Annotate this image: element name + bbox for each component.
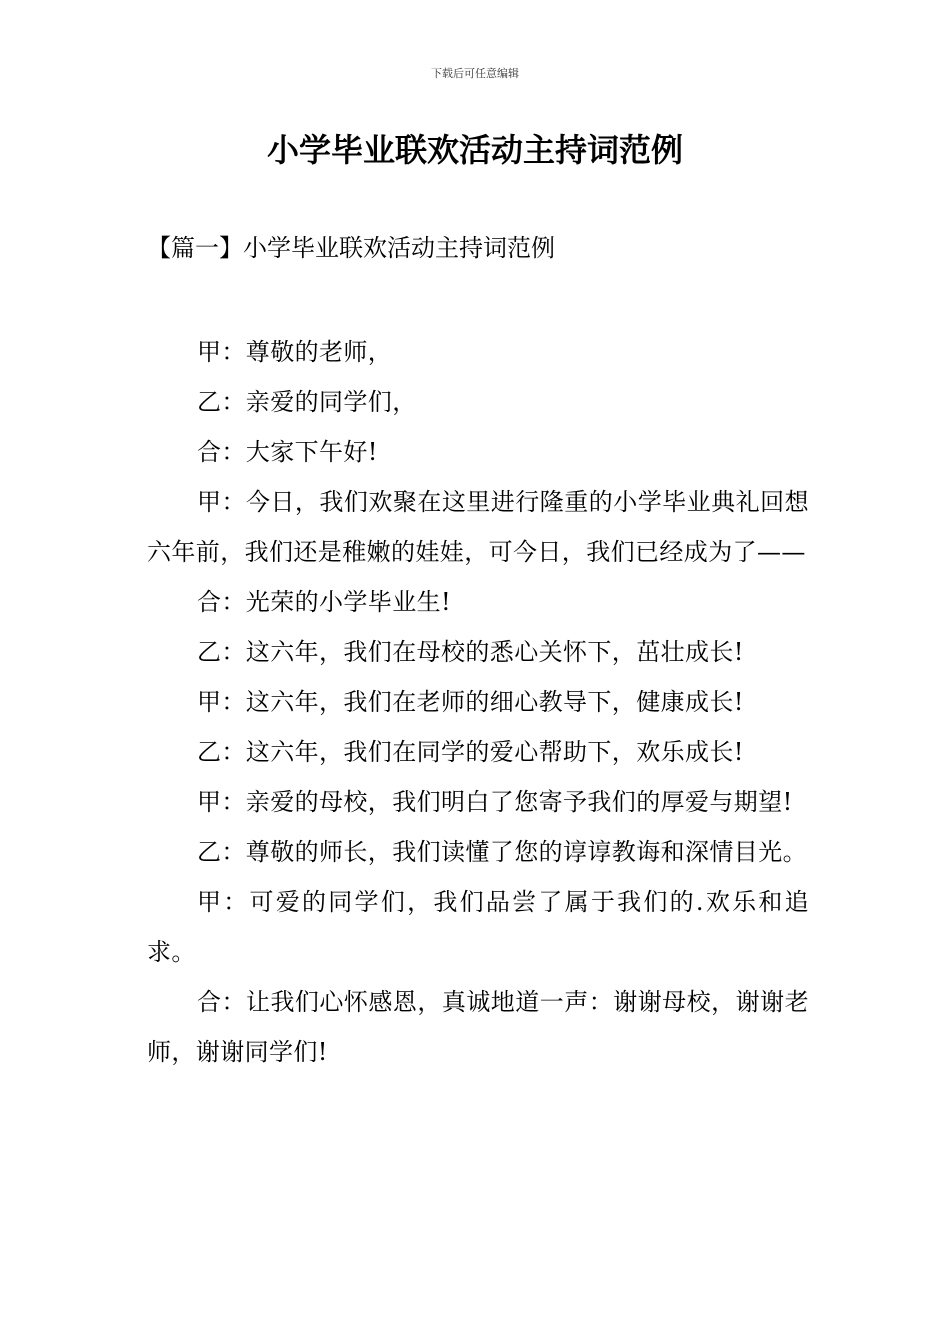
paragraph: 乙：尊敬的师长，我们读懂了您的谆谆教诲和深情目光。 bbox=[197, 838, 807, 866]
paragraph: 甲：尊敬的老师， bbox=[197, 338, 393, 366]
paragraph: 乙：这六年，我们在母校的悉心关怀下，茁壮成长! bbox=[197, 638, 744, 666]
paragraph: 乙：这六年，我们在同学的爱心帮助下，欢乐成长! bbox=[197, 738, 744, 766]
paragraph: 甲：今日，我们欢聚在这里进行隆重的小学毕业典礼回想六年前，我们还是稚嫩的娃娃，可今日，我们已经成为了—— bbox=[147, 488, 809, 566]
header-note: 下载后可任意编辑 bbox=[431, 67, 519, 80]
section-heading: 【篇一】小学毕业联欢活动主持词范例 bbox=[147, 234, 555, 262]
paragraph: 合：光荣的小学毕业生! bbox=[197, 588, 452, 616]
paragraph: 合：大家下午好! bbox=[197, 438, 378, 466]
document-title: 小学毕业联欢活动主持词范例 bbox=[266, 131, 683, 169]
paragraph: 甲：可爱的同学们，我们品尝了属于我们的.欢乐和追求。 bbox=[147, 888, 809, 966]
paragraph: 合：让我们心怀感恩，真诚地道一声：谢谢母校，谢谢老师，谢谢同学们! bbox=[147, 988, 809, 1066]
paragraph: 甲：亲爱的母校，我们明白了您寄予我们的厚爱与期望! bbox=[197, 788, 793, 816]
paragraph: 甲：这六年，我们在老师的细心教导下，健康成长! bbox=[197, 688, 744, 716]
paragraph: 乙：亲爱的同学们， bbox=[197, 388, 417, 416]
document-body bbox=[147, 327, 809, 1077]
